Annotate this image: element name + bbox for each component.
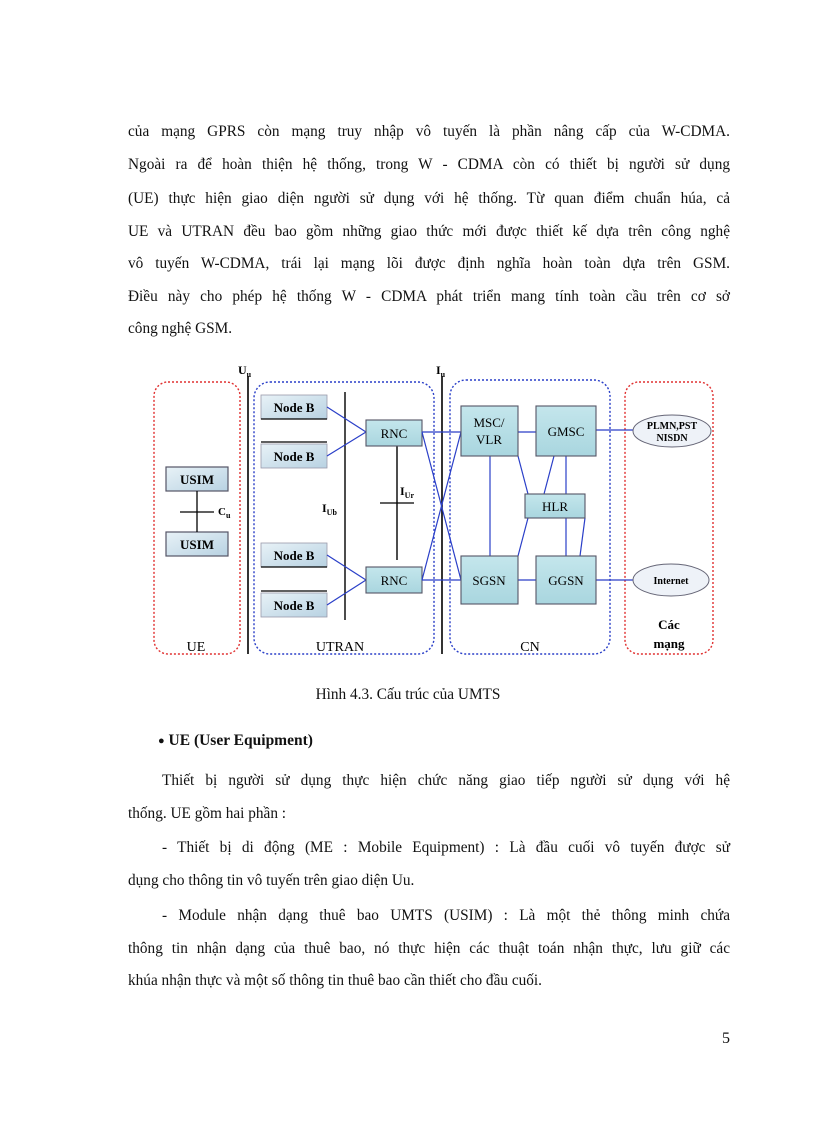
plmn-label-line2: NISDN <box>656 433 688 444</box>
msc-vlr-box <box>461 406 518 456</box>
iu-label: $I_u$ <box>436 363 446 379</box>
svg-text:Node B: Node B <box>273 548 315 563</box>
msc-vlr-label-line2: VLR <box>476 432 502 447</box>
internet-label: Internet <box>653 576 689 587</box>
node-b-3 <box>261 543 327 567</box>
page-number: 5 <box>722 1030 730 1047</box>
node-b-2 <box>261 442 327 468</box>
body-line: khúa nhận thực và một số thông tin thuê bao cần thiết cho đầu cuối. <box>128 972 542 989</box>
body-line: - Module nhận dạng thuê bao UMTS (USIM) : Là một thẻ thông minh chứa <box>162 907 730 924</box>
body-paragraph-2 <box>128 832 730 897</box>
msc-vlr-label-line1: MSC/ <box>473 415 505 430</box>
rnc-label-top: RNC <box>380 426 408 441</box>
networks-domain-label-line2: mạng <box>653 636 685 651</box>
sgsn-label: SGSN <box>472 573 506 588</box>
intro-line: Điều này cho phép hệ thống W - CDMA phát triển mang tính toàn cầu trên cơ sở <box>128 287 730 305</box>
body-line: dụng cho thông tin vô tuyến trên giao diện Uu. <box>128 871 415 889</box>
iub-label: $I_{Ub}$ <box>322 501 337 517</box>
body-paragraph-3 <box>128 900 730 998</box>
networks-domain-label-line1: Các <box>658 617 680 632</box>
node-b-1 <box>261 395 327 419</box>
body-line: - Thiết bị di động (ME : Mobile Equipment) : Là đầu cuối vô tuyến được sử <box>162 839 730 856</box>
intro-line: của mạng GPRS còn mạng truy nhập vô tuyến là phần nâng cấp của W-CDMA. <box>128 123 730 140</box>
section-heading <box>158 732 313 750</box>
body-line: Thiết bị người sử dụng thực hiện chức năng giao tiếp người sử dụng với hệ <box>162 772 730 789</box>
body-line: thống. UE gồm hai phần : <box>128 804 287 822</box>
usim-label-top: USIM <box>180 472 214 487</box>
gmsc-label: GMSC <box>547 424 585 439</box>
ue-domain-label: UE <box>186 640 206 655</box>
plmn-label-line1: PLMN,PST <box>646 421 698 432</box>
intro-line: UE và UTRAN đều bao gồm những giao thức mới được thiết kế dựa trên công nghệ <box>128 222 730 240</box>
svg-text:Node B: Node B <box>273 598 315 613</box>
intro-line: vô tuyến W-CDMA, trái lại mạng lõi được định nghĩa hoàn toàn dựa trên GSM. <box>128 255 730 272</box>
usim-label-bottom: USIM <box>180 537 214 552</box>
utran-domain-label: UTRAN <box>315 640 365 655</box>
section-title: UE (User Equipment) <box>168 732 313 749</box>
umts-architecture-diagram <box>150 362 720 662</box>
body-line: thông tin nhận dạng của thuê bao, nó thực hiện các thuật toán nhận thực, lưu giữ các <box>128 939 730 957</box>
node-b-4 <box>261 591 327 617</box>
cu-label: $C_u$ <box>218 506 231 520</box>
intro-line: Ngoài ra để hoàn thiện hệ thống, trong W - CDMA còn có thiết bị người sử dụng <box>128 155 730 173</box>
iur-label: $I_{Ur}$ <box>400 484 414 500</box>
svg-text:Node B: Node B <box>273 400 315 415</box>
intro-paragraph <box>128 116 730 346</box>
hlr-label: HLR <box>542 499 568 514</box>
svg-text:Node B: Node B <box>273 449 315 464</box>
body-paragraph-1 <box>128 765 730 830</box>
intro-line: công nghệ GSM. <box>128 320 233 337</box>
uu-label: $U_u$ <box>238 363 252 379</box>
intro-line: (UE) thực hiện giao diện người sử dụng với hệ thống. Từ quan điểm chuẩn húa, cả <box>128 190 730 207</box>
rnc-label-bottom: RNC <box>380 573 408 588</box>
figure-caption: Hình 4.3. Cấu trúc của UMTS <box>315 686 501 703</box>
cn-domain-label: CN <box>520 640 540 655</box>
bullet-icon: ● <box>158 735 165 747</box>
ggsn-label: GGSN <box>548 573 584 588</box>
